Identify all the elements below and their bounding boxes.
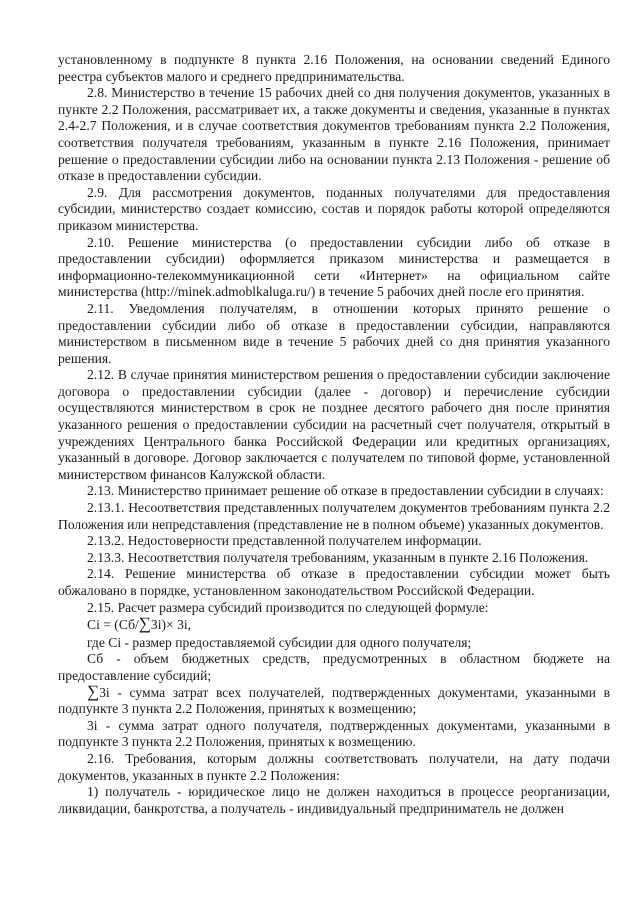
- definition-sb: Сб - объем бюджетных средств, предусмотренных в областном бюджете на предоставление субсидий;: [58, 651, 610, 683]
- paragraph-2-13: 2.13. Министерство принимает решение об отказе в предоставлении субсидии в случаях:: [87, 483, 604, 499]
- subsidy-formula: [58, 614, 610, 634]
- definition-sum-text: 3i - сумма затрат всех получателей, подтвержденных документами, указанными в подпункте 3 пункта 2.2 Положения, принятых к возмещению;: [58, 684, 610, 717]
- sum-symbol-icon: ∑: [138, 614, 151, 634]
- paragraph-2-9: 2.9. Для рассмотрения документов, поданных получателями для предоставления субсидии, министерство создает комиссию, состав и порядок работы которой определяются приказом министерства.: [58, 184, 610, 233]
- paragraph-2-12: 2.12. В случае принятия министерством решения о предоставлении субсидии заключение договора о предоставлении субсидии (далее - договор) и перечисление субсидии осуществляются министерством в срок не позднее десятого рабочего дня после принятия указанного решения о предоставлении субсидии на расчетный счет получателя, открытый в учреждениях Центрального банка Российской Федерации или кредитных организациях, указанный в договоре. Договор заключается с получателем по типовой форме, установленной министерством финансов Калужской области.: [58, 367, 610, 482]
- paragraph-2-16: 2.16. Требования, которым должны соответствовать получатели, на дату подачи документов, указанных в пункте 2.2 Положения:: [58, 750, 610, 783]
- paragraph-2-14: 2.14. Решение министерства об отказе в предоставлении субсидии может быть обжаловано в порядке, установленном законодательством Российской Федерации.: [58, 566, 610, 598]
- paragraph-2-8: 2.8. Министерство в течение 15 рабочих дней со дня получения документов, указанных в пункте 2.2 Положения, рассматривает их, а также документы и сведения, указанные в пунктах 2.4-2.7 Положения, и в случае соответствия документов требованиям пункта 2.2 Положения, соответствия получателя требованиям, указанным в пункте 2.16 Положения, принимает решение о предоставлении субсидии либо на основании пункта 2.13 Положения - решение об отказе в предоставлении субсидии.: [58, 85, 610, 184]
- paragraph-2-11: 2.11. Уведомления получателям, в отношении которых принято решение о предоставлении субсидии либо об отказе в предоставлении субсидии, направляются министерством в письменном виде в течение 5 рабочих дней со дня принятия указанного решения.: [58, 300, 610, 366]
- paragraph-2-13-3: 2.13.3. Несоответствия получателя требованиям, указанным в пункте 2.16 Положения.: [87, 549, 589, 565]
- paragraph-2-13-1: 2.13.1. Несоответствия представленных получателем документов требованиям пункта 2.2 Положения или непредставления (представление не в полном объеме) указанных документов.: [58, 500, 610, 532]
- paragraph-2-13-2: 2.13.2. Недостоверности представленной получателем информации.: [87, 533, 482, 549]
- formula-times: ×: [166, 617, 174, 633]
- document-page: [58, 52, 610, 817]
- formula-mid: 3i): [150, 617, 166, 633]
- paragraph-2-16-1: 1) получатель - юридическое лицо не должен находиться в процессе реорганизации, ликвидации, банкротства, а получатель - индивидуальный предприниматель не должен: [58, 784, 610, 816]
- paragraph-continuation: установленному в подпункте 8 пункта 2.16 Положения, на основании сведений Единого реестра субъектов малого и среднего предпринимательства.: [58, 52, 610, 84]
- formula-left: Ci = (Сб/: [87, 617, 139, 633]
- paragraph-2-15: 2.15. Расчет размера субсидий производится по следующей формуле:: [87, 599, 489, 615]
- definition-3i: 3i - сумма затрат одного получателя, подтвержденных документами, указанными в подпункте 3 пункта 2.2 Положения, принятых к возмещению.: [58, 717, 610, 750]
- sum-symbol-icon: ∑: [87, 681, 100, 701]
- definition-sum: [58, 681, 610, 718]
- definition-ci: где Ci - размер предоставляемой субсидии для одного получателя;: [87, 634, 472, 650]
- formula-right: 3i,: [173, 617, 192, 633]
- paragraph-2-10: 2.10. Решение министерства (о предоставлении субсидии либо об отказе в предоставлении субсидии) оформляется приказом министерства и размещается в информационно-телекоммуникационной сети «Интернет» на официальном сайте министерства (http://minek.admoblkaluga.ru/) в течение 5 рабочих дней после его принятия.: [58, 234, 610, 300]
